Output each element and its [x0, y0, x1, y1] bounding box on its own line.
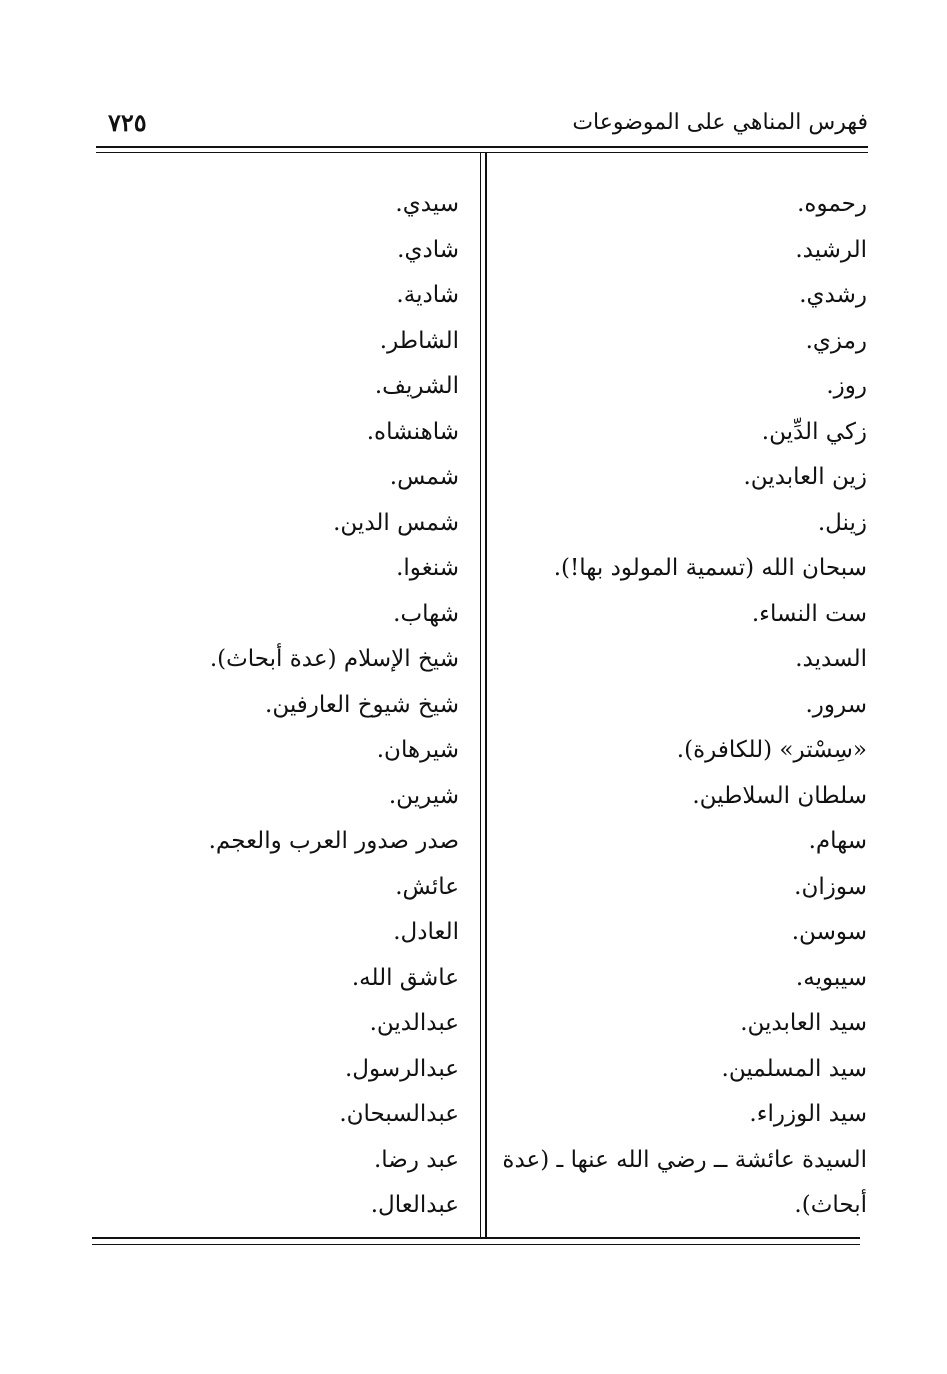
index-entry: شهاب.	[393, 600, 459, 627]
index-entry: رشدي.	[799, 282, 867, 308]
index-entry: العادل.	[393, 919, 459, 945]
index-entry: صدر صدور العرب والعجم.	[208, 828, 459, 854]
page-header	[96, 106, 868, 146]
index-entry: شيرين.	[388, 782, 459, 809]
column-divider-secondary	[485, 152, 487, 1238]
index-column-right	[497, 182, 867, 1229]
index-entry: شادية.	[396, 282, 459, 308]
index-entry: سيبويه.	[795, 964, 867, 991]
index-entry: شيخ شيوخ العارفين.	[265, 691, 459, 718]
index-entry: سرور.	[805, 691, 867, 718]
index-entry: سيد العابدين.	[740, 1010, 867, 1036]
footer-rule	[92, 1237, 860, 1239]
index-entry: شنغوا.	[396, 555, 459, 581]
index-entry: رمزي.	[805, 327, 867, 354]
index-entry: ست النساء.	[751, 600, 867, 627]
index-entry: سبحان الله (تسمية المولود بها!).	[553, 555, 867, 581]
index-entry: عبدالدين.	[369, 1010, 459, 1036]
index-entry: سوسن.	[791, 919, 867, 945]
index-entry: السيدة عائشة ــ رضي الله عنها ـ (عدة أبحاث).	[502, 1146, 867, 1218]
page-number: ٧٢٥	[108, 108, 147, 137]
index-column-left	[119, 182, 459, 1229]
index-entry: الشريف.	[374, 373, 459, 399]
index-entry: «سِسْتر» (للكافرة).	[676, 737, 867, 763]
index-entry: سوزان.	[794, 873, 867, 900]
index-entry: عبدالرسول.	[344, 1055, 459, 1082]
header-rule	[96, 146, 868, 148]
index-entry: شيخ الإسلام (عدة أبحاث).	[209, 646, 459, 672]
header-rule-secondary	[96, 152, 868, 153]
index-entry: رحموه.	[797, 191, 867, 217]
index-entry: سيد الوزراء.	[749, 1101, 867, 1127]
index-entry: الرشيد.	[795, 236, 867, 263]
column-divider	[480, 152, 481, 1238]
index-entry: شيرهان.	[376, 737, 459, 763]
index-entry: زينل.	[817, 509, 867, 536]
index-entry: شمس الدين.	[333, 509, 459, 536]
index-entry: روز.	[826, 373, 867, 399]
footer-rule-secondary	[92, 1244, 860, 1245]
index-entry: شمس.	[389, 464, 459, 490]
index-entry: السديد.	[795, 646, 867, 672]
index-entry: عبدالعال.	[370, 1192, 459, 1218]
index-entry: عائش.	[395, 873, 459, 900]
index-entry: سهام.	[808, 828, 867, 854]
index-entry: شاهنشاه.	[366, 418, 459, 445]
index-entry: سيد المسلمين.	[721, 1055, 867, 1082]
index-entry: سيدي.	[395, 191, 459, 217]
index-entry: عبد رضا.	[373, 1146, 459, 1173]
index-entry: عبدالسبحان.	[339, 1101, 459, 1127]
index-entry: زكي الدِّين.	[761, 418, 867, 445]
running-title: فهرس المناهي على الموضوعات	[572, 110, 868, 135]
index-entry: عاشق الله.	[351, 964, 459, 991]
index-entry: شادي.	[397, 236, 459, 263]
index-entry: سلطان السلاطين.	[692, 782, 867, 809]
index-entry: الشاطر.	[379, 327, 459, 354]
index-entry: زين العابدين.	[743, 464, 867, 490]
